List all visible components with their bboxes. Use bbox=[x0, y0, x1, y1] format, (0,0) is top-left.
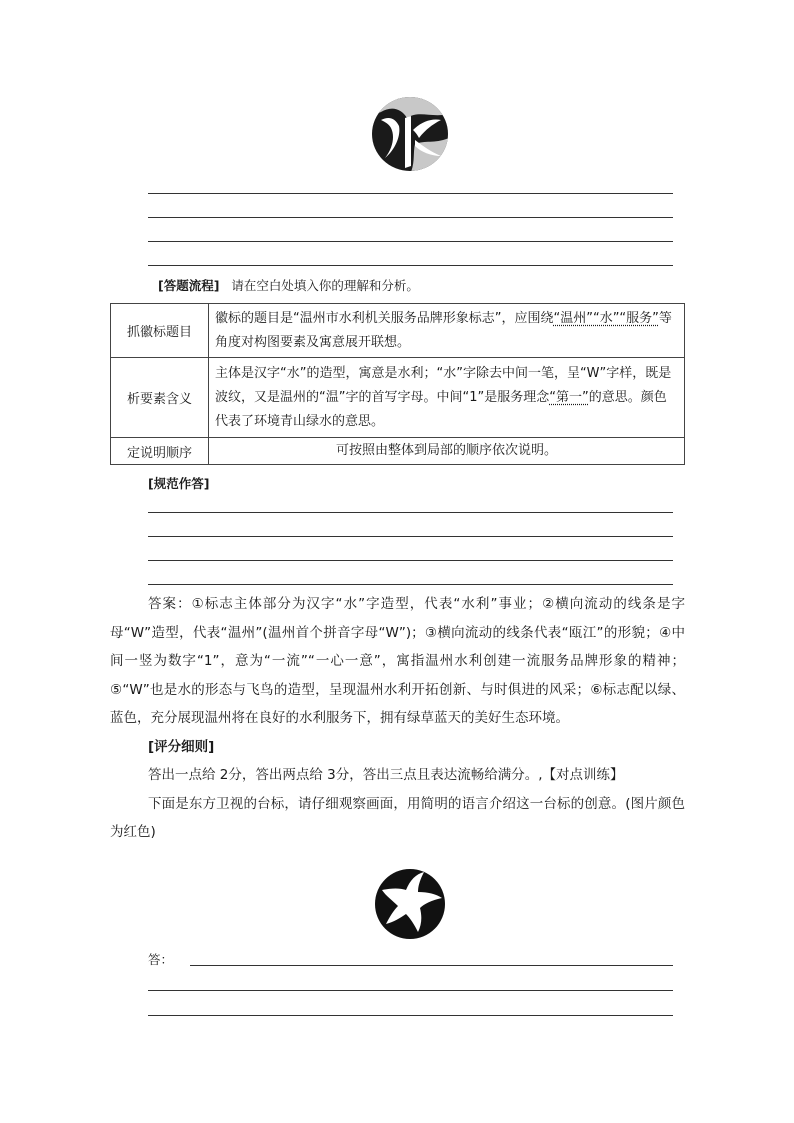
scoring-text: 答出一点给 2分，答出两点给 3分，答出三点且表达流畅给满分。,【对点训练】 bbox=[148, 767, 624, 783]
answer-line[interactable] bbox=[148, 193, 673, 194]
table-row-head: 析要素含义 bbox=[111, 358, 209, 438]
water-character-logo-icon bbox=[371, 96, 449, 172]
table-row-head: 抓徽标题目 bbox=[111, 304, 209, 358]
answer-line[interactable] bbox=[148, 217, 673, 218]
table-row-text: 徽标的题目是“温州市水利机关服务品牌形象标志”，应围绕 bbox=[215, 310, 554, 326]
table-row-text: 等角度对构图要素及寓意展开联想。 bbox=[215, 310, 672, 350]
answer-line[interactable] bbox=[148, 265, 673, 266]
answer-line[interactable] bbox=[148, 512, 673, 513]
water-character-logo bbox=[371, 96, 449, 172]
table-row bbox=[111, 304, 685, 358]
star-circle-logo bbox=[374, 868, 446, 940]
table-row bbox=[111, 438, 685, 465]
answer-line[interactable] bbox=[148, 536, 673, 537]
table-row-text: 主体是汉字“水”的造型，寓意是水利；“水”字除去中间一笔，呈“W”字样，既是波纹，又是温州的“温”字的首写字母。中间“1”是服务理念 bbox=[215, 365, 672, 405]
answer-line[interactable] bbox=[148, 584, 673, 585]
answer-prompt: 答： bbox=[148, 952, 174, 967]
answer-line[interactable] bbox=[148, 990, 673, 991]
section-flow-label: [答题流程] bbox=[158, 278, 220, 293]
section-answer-label: [规范作答] bbox=[148, 476, 210, 491]
table-row-keyword: “第一” bbox=[549, 389, 589, 405]
section-flow-prompt: 请在空白处填入你的理解和分析。 bbox=[231, 278, 419, 293]
task-text: 下面是东方卫视的台标，请仔细观察画面，用简明的语言介绍这一台标的创意。(图片颜色为红色) bbox=[110, 795, 686, 840]
answer-label: 答案： bbox=[148, 596, 192, 612]
scoring-label: [评分细则] bbox=[148, 738, 215, 755]
answer-line[interactable] bbox=[148, 241, 673, 242]
answer-flow-table bbox=[110, 303, 685, 465]
table-row bbox=[111, 358, 685, 438]
star-circle-logo-icon bbox=[374, 868, 446, 940]
table-row-keyword: “温州”“水”“服务” bbox=[553, 310, 659, 326]
answer-text: ①标志主体部分为汉字“水”字造型，代表“水利”事业；②横向流动的线条是字母“W”造型，代表“温州”(温州首个拼音字母“W”)；③横向流动的线条代表“瓯江”的形貌；④中间一竖为数字“1”，意为“一流”“一心一意”，寓指温州水利创建一流服务品牌形象的精神；⑤“W”也是水的形态与飞鸟的造型，呈现温州水利开拓创新、与时俱进的风采；⑥标志配以绿、蓝色，充分展现温州将在良好的水利服务下，拥有绿草蓝天的美好生态环境。 bbox=[110, 596, 685, 726]
table-row-body bbox=[209, 358, 685, 438]
table-row-body bbox=[209, 304, 685, 358]
answer-line[interactable] bbox=[190, 965, 673, 966]
answer-section bbox=[110, 590, 685, 847]
answer-line[interactable] bbox=[148, 560, 673, 561]
table-row-body: 可按照由整体到局部的顺序依次说明。 bbox=[209, 438, 685, 465]
section-flow-heading bbox=[158, 276, 419, 294]
answer-paragraph bbox=[110, 590, 685, 733]
table-row-text: 的意思。颜色代表了环境青山绿水的意思。 bbox=[215, 389, 667, 429]
table-row-head: 定说明顺序 bbox=[111, 438, 209, 465]
answer-line[interactable] bbox=[148, 1015, 673, 1016]
